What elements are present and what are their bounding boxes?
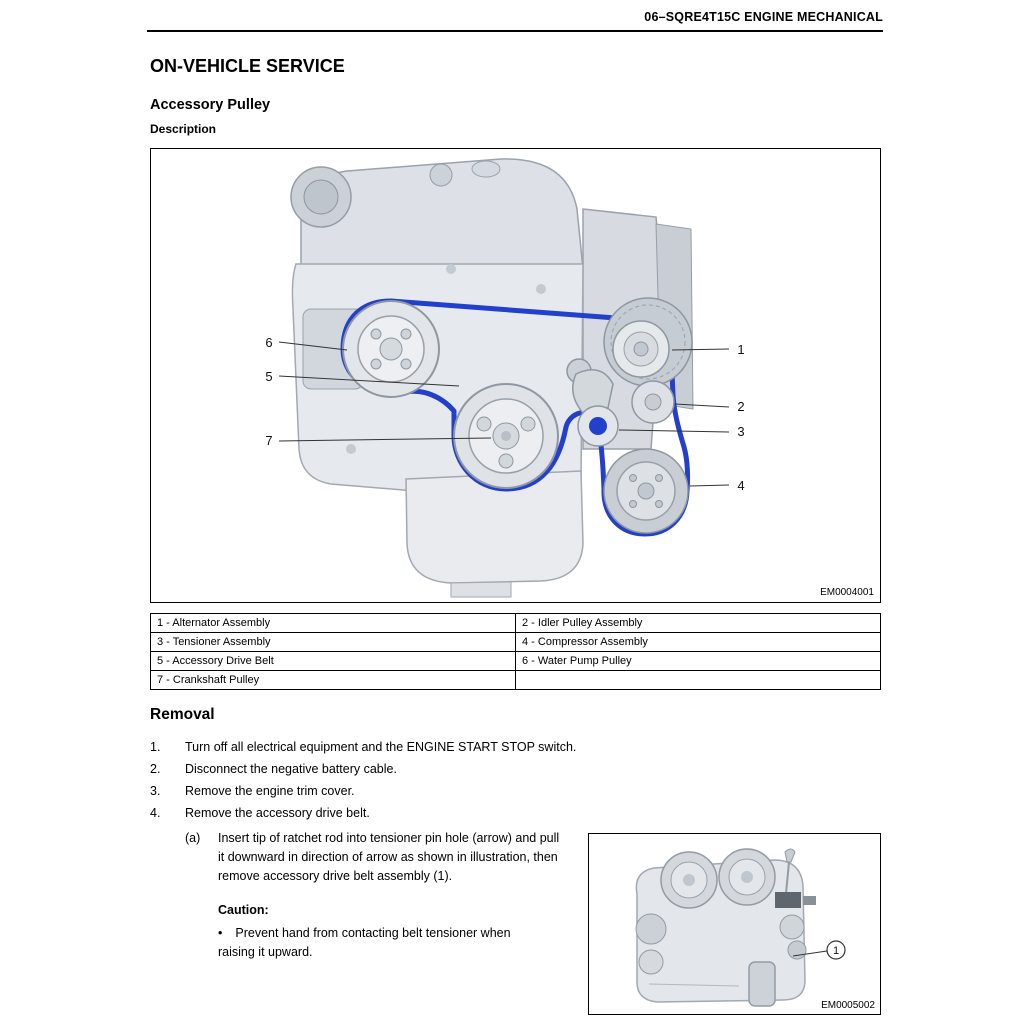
callout-1: 1	[737, 342, 745, 357]
substep-a	[185, 829, 565, 886]
figure2-code: EM0005002	[821, 1000, 875, 1011]
step-number: 1.	[150, 740, 161, 754]
step-text: Remove the engine trim cover.	[185, 784, 355, 798]
callout-5: 5	[265, 369, 273, 384]
caution-text: Prevent hand from contacting belt tensioner when raising it upward.	[218, 926, 511, 959]
legend-table	[150, 613, 881, 690]
callout-4: 4	[737, 478, 745, 493]
content	[150, 46, 881, 1015]
legend-cell: 1 - Alternator Assembly	[151, 614, 516, 633]
legend-cell: 6 - Water Pump Pulley	[516, 652, 881, 671]
figure1-code: EM0004001	[820, 587, 874, 598]
callout-1-circle-label: 1	[832, 945, 840, 957]
legend-cell: 7 - Crankshaft Pulley	[151, 671, 516, 690]
removal-step-2	[150, 758, 881, 780]
caution-title: Caution:	[218, 903, 269, 917]
legend-cell: 5 - Accessory Drive Belt	[151, 652, 516, 671]
engine-front-diagram	[151, 149, 880, 602]
removal-title: Removal	[150, 706, 215, 723]
removal-step-3	[150, 780, 881, 802]
callout-6: 6	[265, 335, 273, 350]
step-text: Disconnect the negative battery cable.	[185, 762, 397, 776]
caution-item	[218, 924, 548, 962]
substep-label: (a)	[185, 831, 201, 845]
table-row	[151, 633, 881, 652]
table-row	[151, 671, 881, 690]
header-title: 06–SQRE4T15C ENGINE MECHANICAL	[644, 10, 883, 24]
accessory-pulley-figure	[150, 148, 881, 603]
tensioner-hub	[589, 417, 607, 435]
doc-header	[147, 10, 883, 32]
callout-7: 7	[265, 433, 273, 448]
step-number: 4.	[150, 806, 161, 820]
description-heading: Description	[150, 122, 217, 136]
engine-small-illustration	[636, 849, 816, 1006]
legend-cell: 4 - Compressor Assembly	[516, 633, 881, 652]
bullet-glyph: •	[218, 926, 223, 940]
caution-block	[218, 901, 548, 962]
table-row	[151, 614, 881, 633]
step-text: Remove the accessory drive belt.	[185, 806, 370, 820]
step-text: Turn off all electrical equipment and the ENGINE START STOP switch.	[185, 740, 577, 754]
step-number: 3.	[150, 784, 161, 798]
section-title: ON-VEHICLE SERVICE	[150, 56, 345, 76]
table-row	[151, 652, 881, 671]
legend-cell	[516, 671, 881, 690]
substep-section	[150, 829, 881, 1015]
removal-step-4	[150, 802, 881, 824]
substep-column	[150, 829, 565, 962]
legend-cell: 2 - Idler Pulley Assembly	[516, 614, 881, 633]
removal-step-1	[150, 736, 881, 758]
callout-3: 3	[737, 424, 745, 439]
step-number: 2.	[150, 762, 161, 776]
subsection-title: Accessory Pulley	[150, 97, 271, 113]
substep-text: Insert tip of ratchet rod into tensioner pin hole (arrow) and pull it downward in direction of arrow as shown in illustration, then remove accessory drive belt assembly (1).	[218, 831, 560, 883]
engine-small-diagram	[589, 834, 880, 1014]
tensioner-release-figure	[588, 833, 881, 1015]
callout-2: 2	[737, 399, 745, 414]
legend-cell: 3 - Tensioner Assembly	[151, 633, 516, 652]
